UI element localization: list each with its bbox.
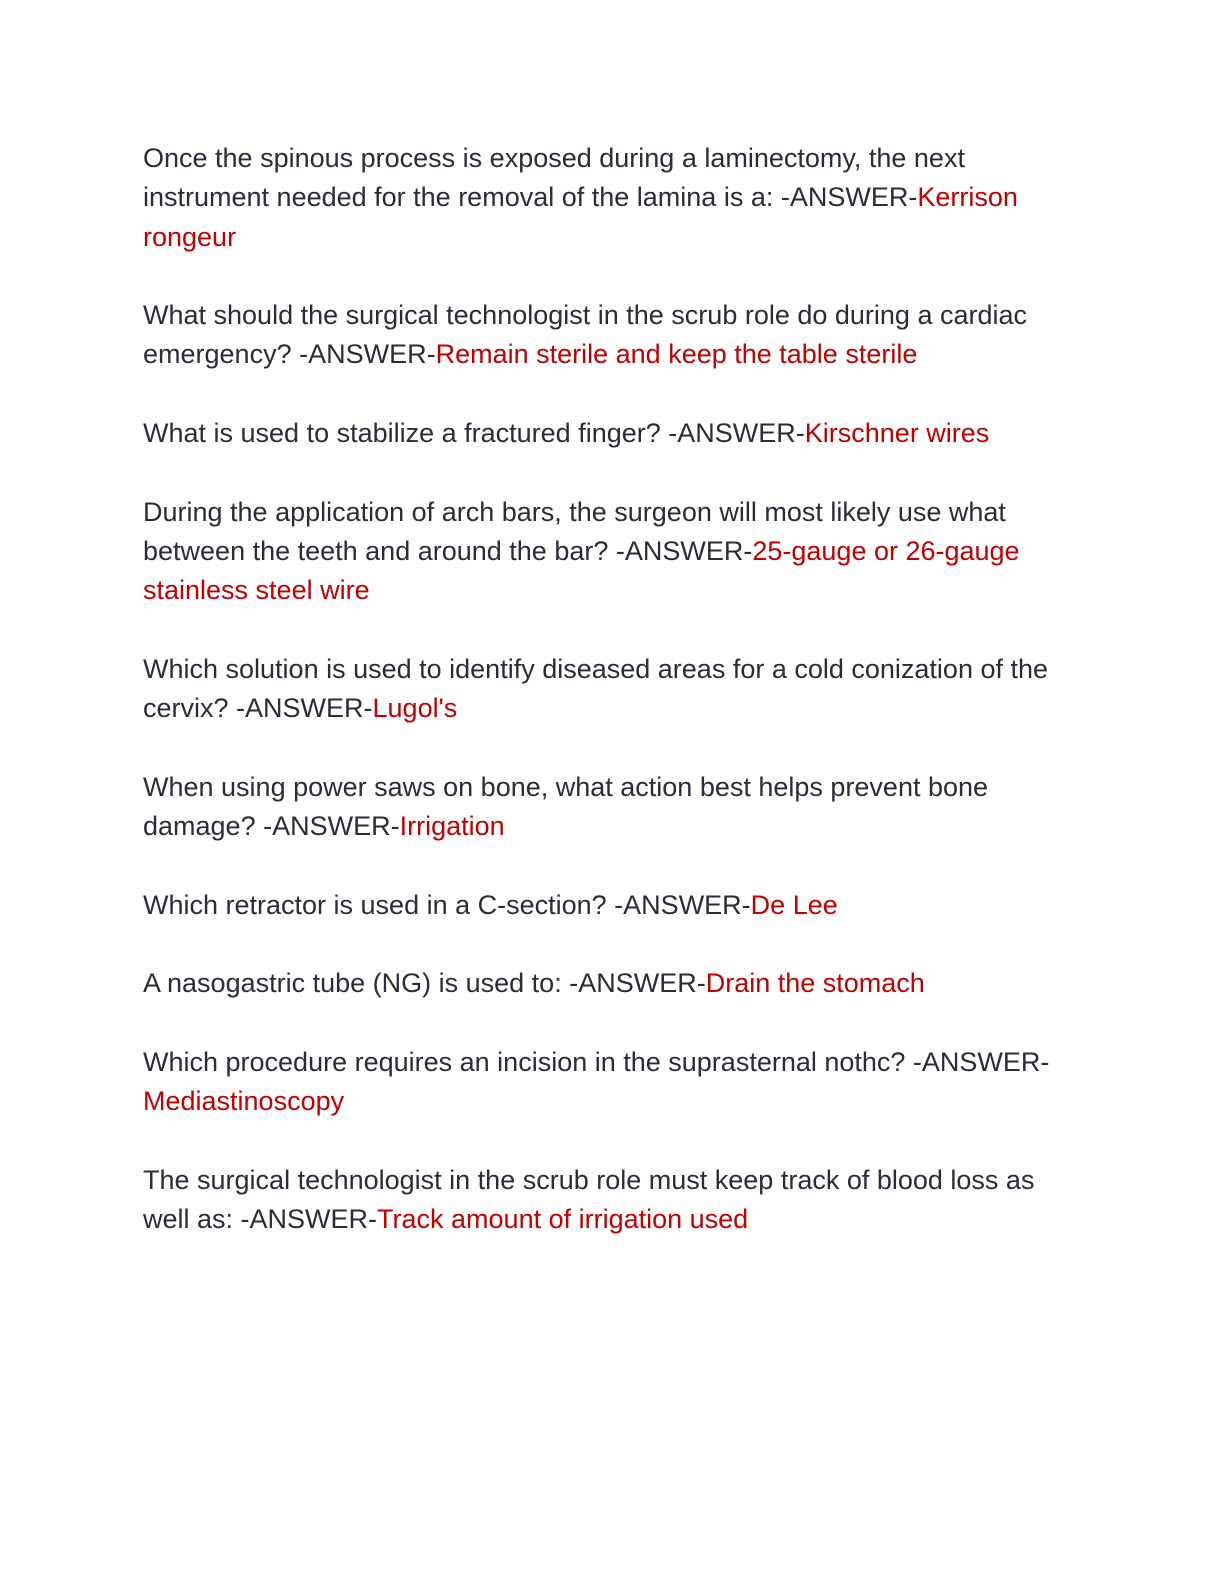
question-text: The surgical technologist in the scrub role must keep track of blood loss as well as: -ANSWER- (143, 1164, 1035, 1235)
question-text: What should the surgical technologist in the scrub role do during a cardiac emergency? -ANSWER- (143, 300, 1027, 370)
answer-text: De Lee (750, 889, 838, 920)
qa-item (143, 1161, 1073, 1240)
qa-item (143, 296, 1073, 375)
question-text: Which retractor is used in a C-section? -ANSWER- (143, 889, 751, 920)
question-text: Which solution is used to identify diseased areas for a cold conization of the cervix? -ANSWER- (143, 653, 1049, 724)
question-text: What is used to stabilize a fractured finger? -ANSWER- (143, 418, 805, 449)
answer-text: Kirschner wires (804, 418, 990, 449)
answer-text: 25-gauge or 26-gauge stainless steel wire (143, 535, 1020, 606)
question-text: A nasogastric tube (NG) is used to: -ANSWER- (143, 968, 706, 999)
qa-item (143, 886, 1073, 925)
question-text: When using power saws on bone, what action best helps prevent bone damage? -ANSWER- (143, 771, 989, 842)
answer-text: Remain sterile and keep the table sterile (435, 339, 918, 370)
qa-item (143, 414, 1073, 453)
answer-text: Drain the stomach (705, 968, 925, 999)
qa-item (143, 139, 1073, 257)
qa-item (143, 1043, 1073, 1122)
question-text: Which procedure requires an incision in the suprasternal nothc? -ANSWER- (143, 1046, 1050, 1077)
question-text: During the application of arch bars, the surgeon will most likely use what between the teeth and around the bar? -ANSWER- (143, 496, 1006, 566)
question-text: Once the spinous process is exposed during a laminectomy, the next instrument needed for the removal of the lamina is a: -ANSWER- (143, 143, 965, 213)
qa-item (143, 493, 1073, 611)
answer-text: Lugol's (372, 693, 458, 724)
answer-text: Irrigation (399, 811, 505, 842)
qa-item (143, 964, 1073, 1003)
answer-text: Mediastinoscopy (143, 1086, 345, 1117)
answer-text: Track amount of irrigation used (377, 1204, 749, 1235)
qa-item (143, 768, 1073, 847)
answer-text: Kerrison rongeur (143, 182, 1018, 252)
document-page (143, 139, 1073, 1279)
qa-item (143, 650, 1073, 729)
